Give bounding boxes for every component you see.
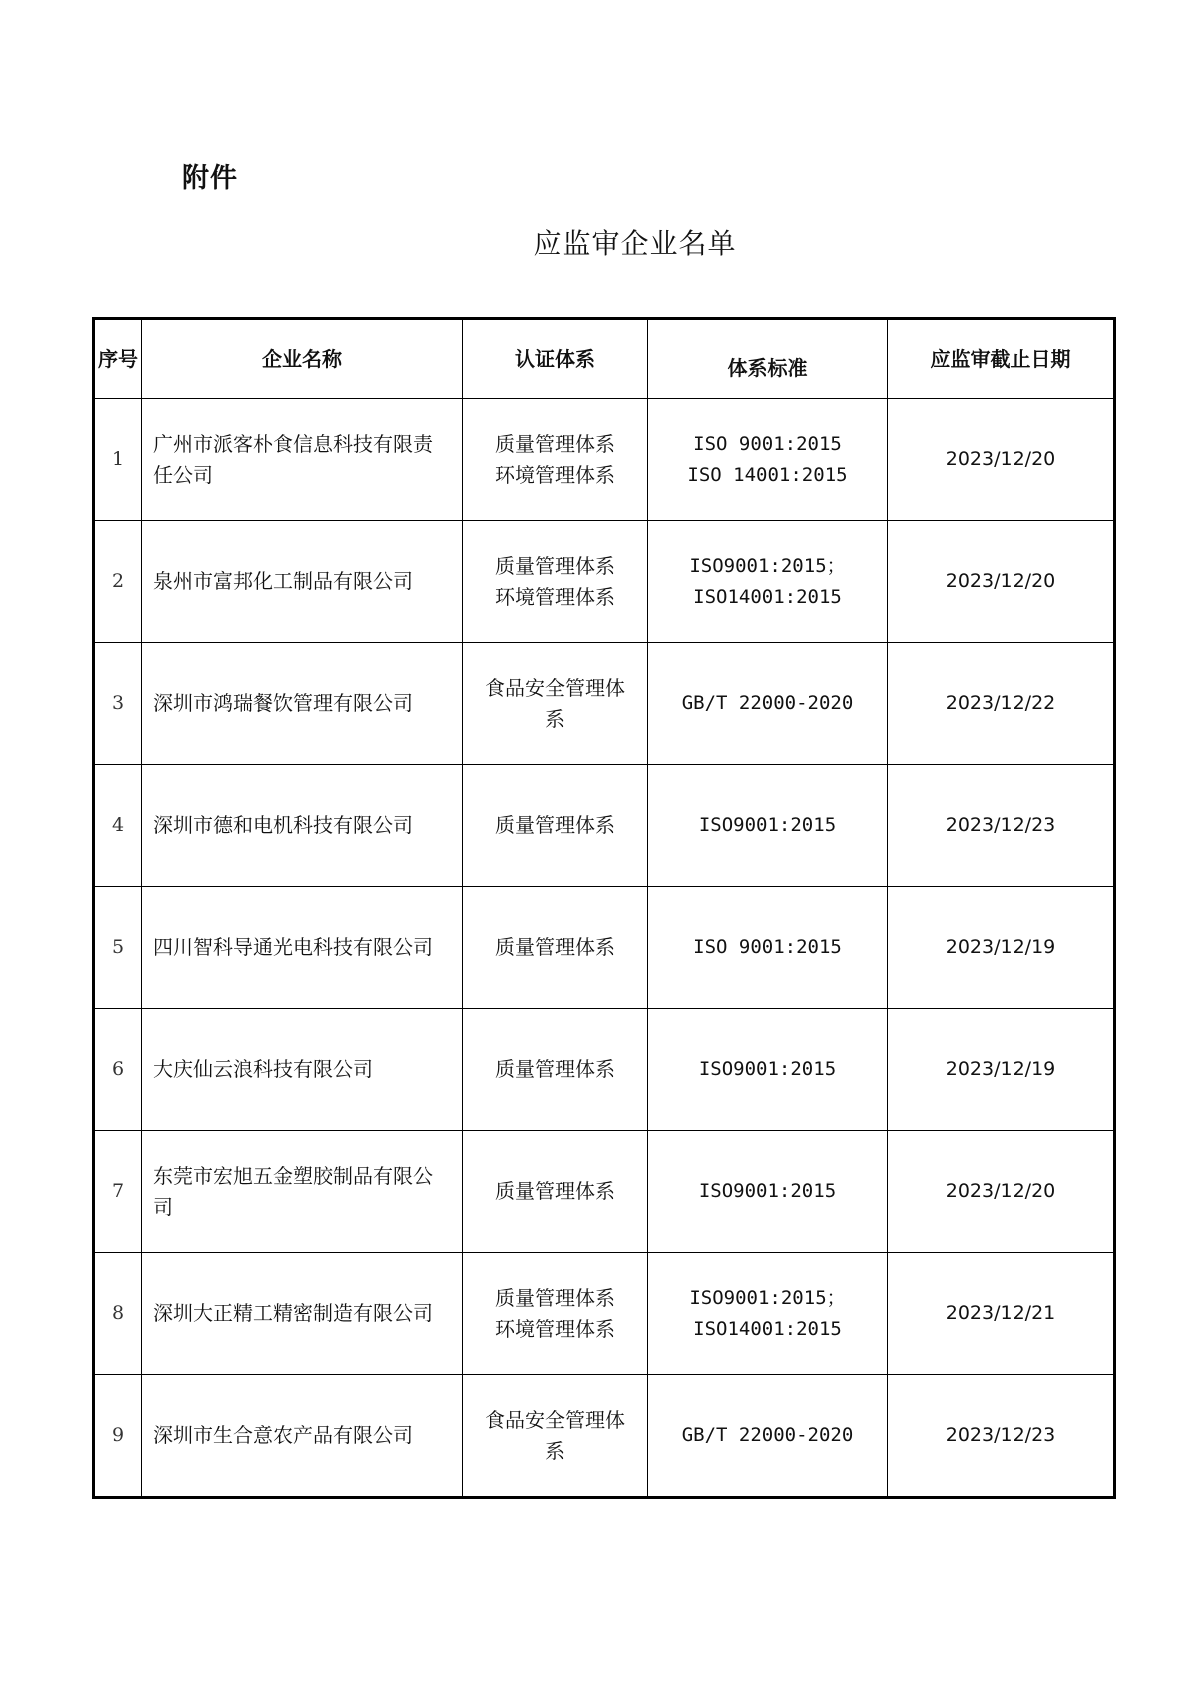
row-number: 3 — [94, 643, 142, 765]
company-name: 东莞市宏旭五金塑胶制品有限公司 — [142, 1131, 463, 1253]
system-standard — [648, 1375, 888, 1498]
audit-deadline: 2023/12/21 — [888, 1253, 1115, 1375]
audit-deadline: 2023/12/19 — [888, 1009, 1115, 1131]
certification-system-line: 环境管理体系 — [495, 1316, 615, 1341]
system-standard-line: ISO9001:2015 — [698, 1058, 837, 1080]
audit-deadline: 2023/12/20 — [888, 1131, 1115, 1253]
certification-system-line: 食品安全管理体 — [485, 1407, 625, 1432]
company-name: 深圳大正精工精密制造有限公司 — [142, 1253, 463, 1375]
system-standard — [648, 399, 888, 521]
audit-deadline: 2023/12/23 — [888, 1375, 1115, 1498]
enterprise-table — [92, 317, 1116, 1499]
table-row — [94, 1009, 1115, 1131]
row-number: 6 — [94, 1009, 142, 1131]
certification-system-line: 食品安全管理体 — [485, 675, 625, 700]
certification-system-line: 质量管理体系 — [495, 1057, 615, 1081]
certification-system-line: 系 — [545, 706, 565, 731]
table-row — [94, 1131, 1115, 1253]
certification-system — [463, 1131, 648, 1253]
company-name: 深圳市生合意农产品有限公司 — [142, 1375, 463, 1498]
table-row — [94, 887, 1115, 1009]
row-number: 2 — [94, 521, 142, 643]
system-standard-line: ISO9001:2015； — [689, 1286, 846, 1309]
audit-deadline: 2023/12/23 — [888, 765, 1115, 887]
row-number: 7 — [94, 1131, 142, 1253]
table-body — [94, 399, 1115, 1498]
system-standard-line: ISO9001:2015 — [698, 814, 837, 836]
company-name: 广州市派客朴食信息科技有限责任公司 — [142, 399, 463, 521]
certification-system — [463, 765, 648, 887]
system-standard-line: ISO 9001:2015 — [693, 432, 842, 455]
audit-deadline: 2023/12/22 — [888, 643, 1115, 765]
system-standard-line: ISO9001:2015 — [698, 1180, 837, 1202]
company-name: 泉州市富邦化工制品有限公司 — [142, 521, 463, 643]
system-standard-line: ISO9001:2015； — [689, 554, 846, 577]
system-standard — [648, 765, 888, 887]
system-standard-line: GB/T 22000-2020 — [681, 1424, 854, 1446]
enterprise-table-container — [92, 317, 1113, 1499]
certification-system — [463, 521, 648, 643]
table-row — [94, 1253, 1115, 1375]
system-standard — [648, 1253, 888, 1375]
certification-system — [463, 1009, 648, 1131]
certification-system — [463, 399, 648, 521]
company-name: 大庆仙云浪科技有限公司 — [142, 1009, 463, 1131]
certification-system-line: 质量管理体系 — [495, 553, 615, 578]
table-row — [94, 643, 1115, 765]
row-number: 4 — [94, 765, 142, 887]
certification-system — [463, 887, 648, 1009]
column-header-deadline: 应监审截止日期 — [888, 319, 1115, 399]
certification-system — [463, 1253, 648, 1375]
column-header-no: 序号 — [94, 319, 142, 399]
table-row — [94, 399, 1115, 521]
table-row — [94, 765, 1115, 887]
column-header-standard — [648, 319, 888, 399]
certification-system-line: 质量管理体系 — [495, 1179, 615, 1203]
certification-system-line: 质量管理体系 — [495, 935, 615, 959]
system-standard-line: ISO 14001:2015 — [687, 463, 848, 486]
system-standard — [648, 1131, 888, 1253]
column-header-company: 企业名称 — [142, 319, 463, 399]
certification-system-line: 质量管理体系 — [495, 813, 615, 837]
system-standard-line: ISO14001:2015 — [693, 585, 842, 608]
row-number: 9 — [94, 1375, 142, 1498]
certification-system — [463, 1375, 648, 1498]
table-row — [94, 521, 1115, 643]
system-standard — [648, 1009, 888, 1131]
column-header-system: 认证体系 — [463, 319, 648, 399]
system-standard — [648, 643, 888, 765]
table-row — [94, 1375, 1115, 1498]
certification-system-line: 环境管理体系 — [495, 462, 615, 487]
system-standard — [648, 887, 888, 1009]
column-header-standard-label: 体系标准 — [727, 355, 808, 380]
company-name: 深圳市德和电机科技有限公司 — [142, 765, 463, 887]
row-number: 8 — [94, 1253, 142, 1375]
audit-deadline: 2023/12/19 — [888, 887, 1115, 1009]
system-standard-line: GB/T 22000-2020 — [681, 692, 854, 714]
row-number: 1 — [94, 399, 142, 521]
company-name: 深圳市鸿瑞餐饮管理有限公司 — [142, 643, 463, 765]
attachment-label: 附件 — [182, 163, 238, 194]
audit-deadline: 2023/12/20 — [888, 399, 1115, 521]
system-standard-line: ISO 9001:2015 — [693, 936, 842, 958]
system-standard — [648, 521, 888, 643]
certification-system-line: 质量管理体系 — [495, 431, 615, 456]
audit-deadline: 2023/12/20 — [888, 521, 1115, 643]
system-standard-line: ISO14001:2015 — [693, 1317, 842, 1340]
company-name: 四川智科导通光电科技有限公司 — [142, 887, 463, 1009]
page-title: 应监审企业名单 — [533, 227, 737, 260]
certification-system-line: 系 — [545, 1438, 565, 1463]
certification-system-line: 环境管理体系 — [495, 584, 615, 609]
certification-system-line: 质量管理体系 — [495, 1285, 615, 1310]
table-header-row — [94, 319, 1115, 399]
row-number: 5 — [94, 887, 142, 1009]
certification-system — [463, 643, 648, 765]
